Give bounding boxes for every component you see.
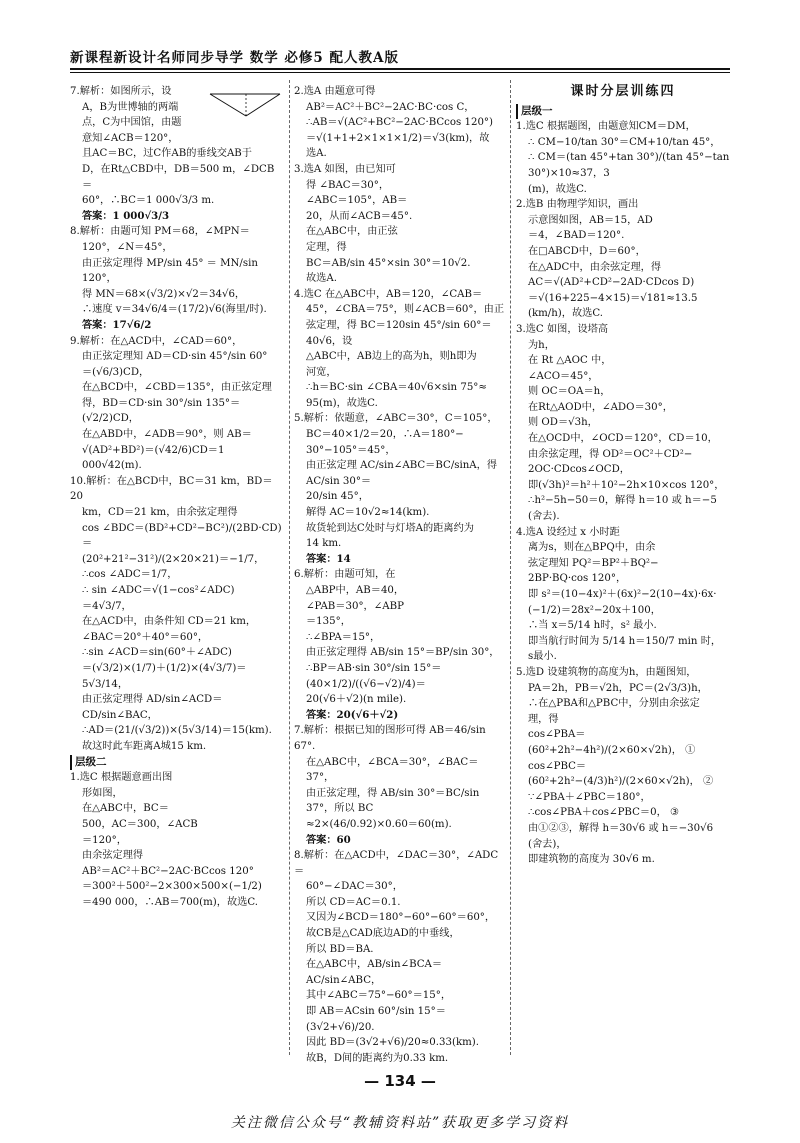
solution-line: 故CB是△CAD底边AD的中垂线， (306, 928, 460, 940)
answer-column-right (516, 84, 730, 868)
solution-line: AB²＝AC²＋BC²−2AC·BC·cos C， (306, 101, 475, 113)
solution-line: √(AD²+BD²)＝(√42/6)CD＝1 000√42(m). (82, 444, 225, 472)
solution-line: 即当航行时间为 5/14 h＝150/7 min 时， (528, 635, 722, 647)
problem-start: 2.选B 由物理学知识，画出 (516, 199, 639, 211)
answer-line: 答案：14 (306, 552, 351, 565)
solution-line: ∴ CM−10/tan 30°＝CM+10/tan 45°， (528, 136, 721, 148)
solution-line: 且AC＝BC，过C作AB的垂线交AB于 (82, 148, 252, 160)
solution-line: ∴AD＝(21/(√3/2))×(5√3/14)＝15(km). (82, 725, 272, 737)
solution-line: 在△BCD中，∠CBD＝135°，由正弦定理 (82, 382, 272, 394)
problem-start: 1.选C 根据题图，由题意知CM＝DM， (516, 121, 696, 133)
solution-line: ∴h²−5h−50＝0，解得 h＝10 或 h＝−5 (528, 495, 717, 507)
solution-line: 2OC·CDcos∠OCD， (528, 464, 630, 476)
answer-line: 答案：60 (306, 833, 351, 846)
solution-line: 离为s，则在△BPQ中，由余 (528, 542, 656, 554)
solution-line: D，在Rt△CBD中，DB＝500 m，∠DCB＝ (82, 163, 275, 191)
solution-line: 其中∠ABC＝75°−60°＝15°， (306, 990, 452, 1002)
solution-line: (舍去). (528, 511, 560, 523)
answer-line: 答案：17√6/2 (82, 318, 152, 331)
solution-line: 在△ADC中，由余弦定理，得 (528, 261, 662, 273)
solution-line: ∴BP＝AB·sin 30°/sin 15°＝(40×1/2)/((√6−√2)/4)＝ (306, 662, 442, 690)
solution-line: ＝120°， (82, 834, 127, 846)
solution-line: cos∠PBA＝(60²+2h²−4h²)/(2×60×√2h)， ① (528, 729, 696, 756)
solution-line: 在△ABC中，AB/sin∠BCA＝AC/sin∠ABC， (306, 959, 443, 986)
problem-start: 6.解析：由题可知，在 (294, 569, 396, 581)
solution-line: ∠ACO＝45°， (528, 370, 599, 382)
solution-line: 点，C为中国馆，由题 (82, 117, 182, 129)
solution-line: 由正弦定理，得 AB/sin 30°＝BC/sin 37°，所以 BC (306, 787, 480, 815)
solution-line: ∵∠PBA＋∠PBC＝180°， (528, 791, 651, 803)
solution-line: (km/h)，故选C. (528, 308, 604, 320)
solution-line: 在△ABC中，∠BCA＝30°，∠BAC＝37°， (306, 756, 479, 784)
solution-line: ＝135°， (306, 616, 351, 628)
solution-line: 在 Rt △AOC 中， (528, 355, 612, 367)
solution-line: 定理，得 (306, 241, 347, 253)
solution-line: 500，AC＝300，∠ACB (82, 818, 198, 830)
solution-line: 即 AB＝ACsin 60°/sin 15°＝(3√2+√6)/20. (306, 1006, 446, 1033)
solution-line: 20/sin 45°， (306, 491, 369, 503)
solution-line: ＝300²＋500²−2×300×500×(−1/2) (82, 881, 262, 893)
problem-start: 3.选C 如图，设塔高 (516, 323, 609, 335)
solution-line: ∴ sin ∠ADC＝√(1−cos²∠ADC) (82, 585, 235, 596)
solution-line: 则 OC＝OA＝h， (528, 386, 611, 398)
solution-line: 解得 AC＝10√2≈14(km). (306, 507, 430, 519)
solution-line: 在△ABC中，BC＝ (82, 803, 169, 815)
solution-line: 45°，∠CBA＝75°，则∠ACB＝60°，由正 (306, 304, 505, 316)
solution-line: ∠BAC＝20°＋40°＝60°， (82, 631, 209, 643)
solution-line: ＝490 000，∴AB＝700(m)，故选C. (82, 896, 259, 908)
solution-line: ∴sin ∠ACD＝sin(60°＋∠ADC) (82, 647, 232, 659)
answer-column-middle (294, 84, 506, 1066)
problem-start: 8.解析：由题可知 PM＝68，∠MPN＝ (70, 226, 250, 238)
solution-line: 由正弦定理知 AD＝CD·sin 45°/sin 60° (82, 351, 268, 363)
level-heading: 层级二 (70, 755, 284, 771)
solution-line: ∴在△PBA和△PBC中，分别由余弦定 (528, 698, 700, 710)
solution-line: ∴ CM＝(tan 45°+tan 30°)/(tan 45°−tan 30°)×10≈37，3 (528, 152, 730, 179)
solution-line: ∠PAB＝30°，∠ABP (306, 600, 404, 612)
problem-start: 1.选C 根据题意画出图 (70, 772, 173, 784)
solution-line: 由余弦定理，得 OD²＝OC²＋CD²− (528, 448, 693, 460)
solution-line: 60°，∴BC＝1 000√3/3 m. (82, 195, 215, 207)
solution-line: 在△OCD中，∠OCD＝120°，CD＝10， (528, 433, 718, 445)
solution-line: 由正弦定理得 AB/sin 15°＝BP/sin 30°， (306, 647, 500, 659)
solution-line: ∴h＝BC·sin ∠CBA＝40√6×sin 75°≈ (306, 382, 487, 394)
solution-line: 故这时此车距离A城15 km. (82, 740, 207, 752)
solution-line: 弦定理，得 BC＝120sin 45°/sin 60°＝40√6，设 (306, 319, 492, 347)
solution-line: km，CD＝21 km，由余弦定理得 (82, 507, 238, 519)
solution-line: 120°，∠N＝45°， (82, 241, 173, 253)
solution-line: A，B为世博轴的两端 (82, 101, 179, 113)
solution-line: 30°−105°＝45°， (306, 444, 396, 456)
solution-line: cos ∠BDC＝(BD²+CD²−BC²)/(2BD·CD)＝ (82, 522, 282, 550)
solution-line: BC＝AB/sin 45°×sin 30°＝10√2. (306, 257, 471, 269)
solution-line: ∴速度 v＝34√6/4＝(17/2)√6(海里/时). (82, 304, 267, 316)
solution-line: ∴cos∠PBA＋cos∠PBC＝0， ③ (528, 807, 680, 819)
solution-line: PA＝2h，PB＝√2h，PC＝(2√3/3)h， (528, 682, 708, 694)
solution-line: AC＝√(AD²+CD²−2AD·CDcos D) (528, 277, 695, 289)
problem-start: 10.解析：在△BCD中，BC＝31 km，BD＝20 (70, 475, 273, 503)
solution-line: 则 OD＝√3h， (528, 417, 598, 429)
header-rule-thin (70, 72, 730, 73)
solution-line: 所以 BD＝BA. (306, 943, 374, 955)
column-separator (510, 80, 511, 1055)
solution-line: 14 km. (306, 538, 342, 550)
solution-line: △ABP中，AB＝40， (306, 585, 405, 596)
answer-column-left (70, 84, 284, 910)
solution-line: ∴当 x＝5/14 h时，s² 最小. (528, 620, 657, 632)
solution-line: 理，得 (528, 713, 559, 725)
answer-line: 答案：20(√6＋√2) (306, 708, 399, 721)
solution-line: ＝(√6/3)CD， (82, 366, 150, 378)
solution-line: 由①②③，解得 h＝30√6 或 h＝−30√6 (528, 822, 714, 834)
problem-start: 7.解析：根据已知的图形可得 AB＝46/sin 67°. (294, 725, 486, 752)
solution-line: 故选A. (306, 273, 337, 285)
solution-line: ＝√(16+225−4×15)＝√181≈13.5 (528, 292, 698, 304)
solution-line: 得 ∠BAC＝30°， (306, 179, 390, 191)
solution-line: 2BP·BQ·cos 120°， (528, 573, 627, 585)
solution-line: ∴cos ∠ADC＝1/7， (82, 569, 178, 581)
problem-start: 3.选A 如图，由已知可 (294, 163, 396, 175)
solution-line: 在□ABCD中，D＝60°， (528, 245, 646, 257)
solution-line: 由正弦定理得 MP/sin 45° ＝ MN/sin 120°， (82, 257, 258, 285)
solution-line: ∠ABC＝105°，AB＝ (306, 195, 408, 207)
solution-line: 故B，D间的距离约为0.33 km. (306, 1052, 449, 1064)
solution-line: 即建筑物的高度为 30√6 m. (528, 854, 655, 866)
problem-start: 4.选C 在△ABC中，AB＝120，∠CAB＝ (294, 288, 483, 300)
page-number: — 134 — (364, 1072, 436, 1090)
problem-start: 5.选D 设建筑物的高度为h，由题图知， (516, 666, 697, 678)
solution-line: 故货轮到达C处时与灯塔A的距离约为 (306, 522, 474, 534)
solution-line: 即 s²＝(10−4x)²＋(6x)²−2(10−4x)·6x· (528, 589, 717, 600)
problem-start: 5.解析：依题意，∠ABC＝30°，C＝105°， (294, 413, 498, 425)
solution-line: AB²＝AC²＋BC²−2AC·BCcos 120° (82, 865, 254, 877)
solution-line: 河宽， (306, 366, 337, 378)
solution-line: ＝√(1+1+2×1×1×1/2)＝√3(km)，故 (306, 132, 490, 144)
solution-line: 60°−∠DAC＝30°， (306, 881, 403, 893)
solution-line: ＝(√3/2)×(1/7)＋(1/2)×(4√3/7)＝5√3/14， (82, 662, 247, 690)
problem-start: 4.选A 设经过 x 小时距 (516, 526, 620, 538)
solution-line: 示意图如图，AB＝15，AD (528, 214, 653, 226)
footer-note: 关注微信公众号“教辅资料站”获取更多学习资料 (230, 1115, 570, 1131)
figure-triangle-abc (206, 86, 284, 126)
solution-line: 所以 CD＝AC＝0.1. (306, 896, 401, 908)
solution-line: ＝4，∠BAD＝120°. (528, 230, 625, 242)
level-heading: 层级一 (516, 104, 730, 120)
solution-line: 20，从而∠ACB＝45°. (306, 210, 413, 222)
solution-line: (20²+21²−31²)/(2×20×21)＝−1/7， (82, 553, 265, 565)
solution-line: 得，BD＝CD·sin 30°/sin 135°＝(√2/2)CD， (82, 397, 241, 425)
solution-line: (m)，故选C. (528, 183, 587, 195)
page-header: 新课程新设计名师同步导学 数学 必修5 配人教A版 (70, 50, 399, 66)
solution-line: 由余弦定理得 (82, 850, 144, 862)
solution-line: 由正弦定理 AC/sin∠ABC＝BC/sinA，得 AC/sin 30°＝ (306, 460, 498, 487)
section-title: 课时分层训练四 (570, 84, 676, 99)
solution-line: 形如图， (82, 787, 123, 799)
solution-line: 20(√6＋√2)(n mile). (306, 694, 407, 706)
solution-line: 因此 BD＝(3√2+√6)/20≈0.33(km). (306, 1037, 480, 1049)
solution-line: △ABC中，AB边上的高为h，则h即为 (306, 351, 477, 363)
solution-line: 由正弦定理得 AD/sin∠ACD＝CD/sin∠BAC， (82, 694, 223, 721)
solution-line: BC＝40×1/2＝20，∴A＝180°− (306, 429, 464, 441)
solution-line: ＝4√3/7， (82, 600, 132, 612)
solution-line: 得 MN＝68×(√3/2)×√2＝34√6， (82, 288, 246, 300)
column-separator (289, 80, 290, 1055)
header-rule (70, 68, 730, 70)
problem-start: 8.解析：在△ACD中，∠DAC＝30°，∠ADC＝ (294, 850, 499, 877)
solution-line: (舍去)， (528, 838, 567, 850)
solution-line: 在Rt△AOD中，∠ADO＝30°， (528, 401, 673, 413)
solution-line: 意知∠ACB＝120°， (82, 132, 179, 144)
solution-line: 在△ACD中，由条件知 CD＝21 km， (82, 616, 257, 628)
solution-line: 在△ABC中，由正弦 (306, 226, 398, 238)
solution-line: s最小. (528, 651, 557, 663)
problem-start: 2.选A 由题意可得 (294, 86, 376, 97)
solution-line: 为h， (528, 339, 555, 351)
solution-line: ∴AB＝√(AC²+BC²−2AC·BCcos 120°) (306, 117, 494, 129)
answer-line: 答案：1 000√3/3 (82, 209, 170, 222)
solution-line: ∴∠BPA＝15°， (306, 631, 381, 643)
solution-line: 即(√3h)²＝h²＋10²−2h×10×cos 120°， (528, 479, 725, 491)
solution-line: ≈2×(46/0.92)×0.60＝60(m). (306, 818, 452, 830)
solution-line: 选A. (306, 148, 327, 160)
solution-line: 95(m)，故选C. (306, 397, 378, 409)
problem-start: 7.解析：如图所示，设 (70, 86, 172, 97)
solution-line: cos∠PBC＝(60²+2h²−(4/3)h²)/(2×60×√2h)， ② (528, 760, 714, 788)
solution-line: 又因为∠BCD＝180°−60°−60°＝60°， (306, 912, 496, 924)
solution-line: (−1/2)＝28x²−20x＋100， (528, 604, 661, 616)
solution-line: 在△ABD中，∠ADB＝90°，则 AB＝ (82, 429, 252, 441)
solution-line: 弦定理知 PQ²＝BP²＋BQ²− (528, 557, 659, 569)
problem-start: 9.解析：在△ACD中，∠CAD＝60°， (70, 335, 243, 347)
